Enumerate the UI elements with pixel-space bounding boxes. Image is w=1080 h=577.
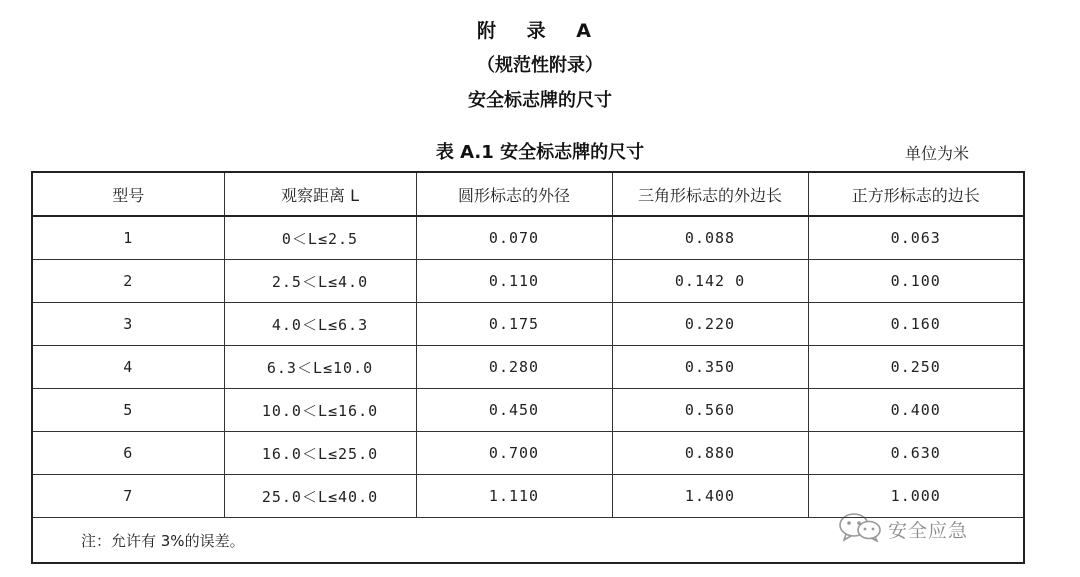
cell-circle-diameter: 0.450: [416, 389, 612, 432]
cell-circle-diameter: 1.110: [416, 475, 612, 518]
table-row: [32, 260, 1024, 303]
cell-distance: 2.5＜L≤4.0: [224, 260, 416, 303]
sign-size-table: [31, 171, 1025, 564]
cell-model: 1: [32, 216, 224, 260]
cell-distance: 10.0＜L≤16.0: [224, 389, 416, 432]
cell-distance: 6.3＜L≤10.0: [224, 346, 416, 389]
table-note: 注：允许有 3%的误差。: [32, 518, 1024, 564]
column-header-distance: 观察距离 L: [224, 172, 416, 216]
unit-label: 单位为米: [905, 144, 970, 163]
cell-circle-diameter: 0.280: [416, 346, 612, 389]
cell-square-side: 0.100: [808, 260, 1024, 303]
cell-triangle-side: 1.400: [612, 475, 808, 518]
cell-square-side: 0.400: [808, 389, 1024, 432]
cell-distance: 25.0＜L≤40.0: [224, 475, 416, 518]
cell-model: 5: [32, 389, 224, 432]
appendix-type: （规范性附录）: [477, 55, 603, 76]
table-row: [32, 216, 1024, 260]
cell-model: 2: [32, 260, 224, 303]
cell-circle-diameter: 0.700: [416, 432, 612, 475]
column-header-triangle-side: 三角形标志的外边长: [612, 172, 808, 216]
cell-model: 4: [32, 346, 224, 389]
cell-triangle-side: 0.220: [612, 303, 808, 346]
wechat-icon: [838, 512, 882, 546]
cell-triangle-side: 0.350: [612, 346, 808, 389]
cell-circle-diameter: 0.070: [416, 216, 612, 260]
cell-triangle-side: 0.880: [612, 432, 808, 475]
cell-distance: 0＜L≤2.5: [224, 216, 416, 260]
appendix-label: 附 录 A: [477, 20, 603, 42]
cell-model: 3: [32, 303, 224, 346]
cell-triangle-side: 0.560: [612, 389, 808, 432]
table-row: [32, 432, 1024, 475]
table-header-row: [32, 172, 1024, 216]
table-body: [32, 216, 1024, 563]
table-row: [32, 303, 1024, 346]
column-header-circle-diameter: 圆形标志的外径: [416, 172, 612, 216]
appendix-title: 安全标志牌的尺寸: [468, 90, 612, 111]
cell-circle-diameter: 0.175: [416, 303, 612, 346]
table-row: [32, 346, 1024, 389]
column-header-square-side: 正方形标志的边长: [808, 172, 1024, 216]
wechat-watermark: [838, 512, 968, 546]
cell-square-side: 0.630: [808, 432, 1024, 475]
cell-model: 7: [32, 475, 224, 518]
cell-triangle-side: 0.088: [612, 216, 808, 260]
cell-square-side: 1.000: [808, 475, 1024, 518]
cell-model: 6: [32, 432, 224, 475]
cell-square-side: 0.250: [808, 346, 1024, 389]
table-row: [32, 389, 1024, 432]
watermark-text: 安全应急: [888, 519, 969, 542]
cell-circle-diameter: 0.110: [416, 260, 612, 303]
cell-distance: 4.0＜L≤6.3: [224, 303, 416, 346]
column-header-model: 型号: [32, 172, 224, 216]
cell-distance: 16.0＜L≤25.0: [224, 432, 416, 475]
table-caption: 表 A.1 安全标志牌的尺寸: [435, 142, 645, 163]
cell-triangle-side: 0.142 0: [612, 260, 808, 303]
cell-square-side: 0.160: [808, 303, 1024, 346]
cell-square-side: 0.063: [808, 216, 1024, 260]
